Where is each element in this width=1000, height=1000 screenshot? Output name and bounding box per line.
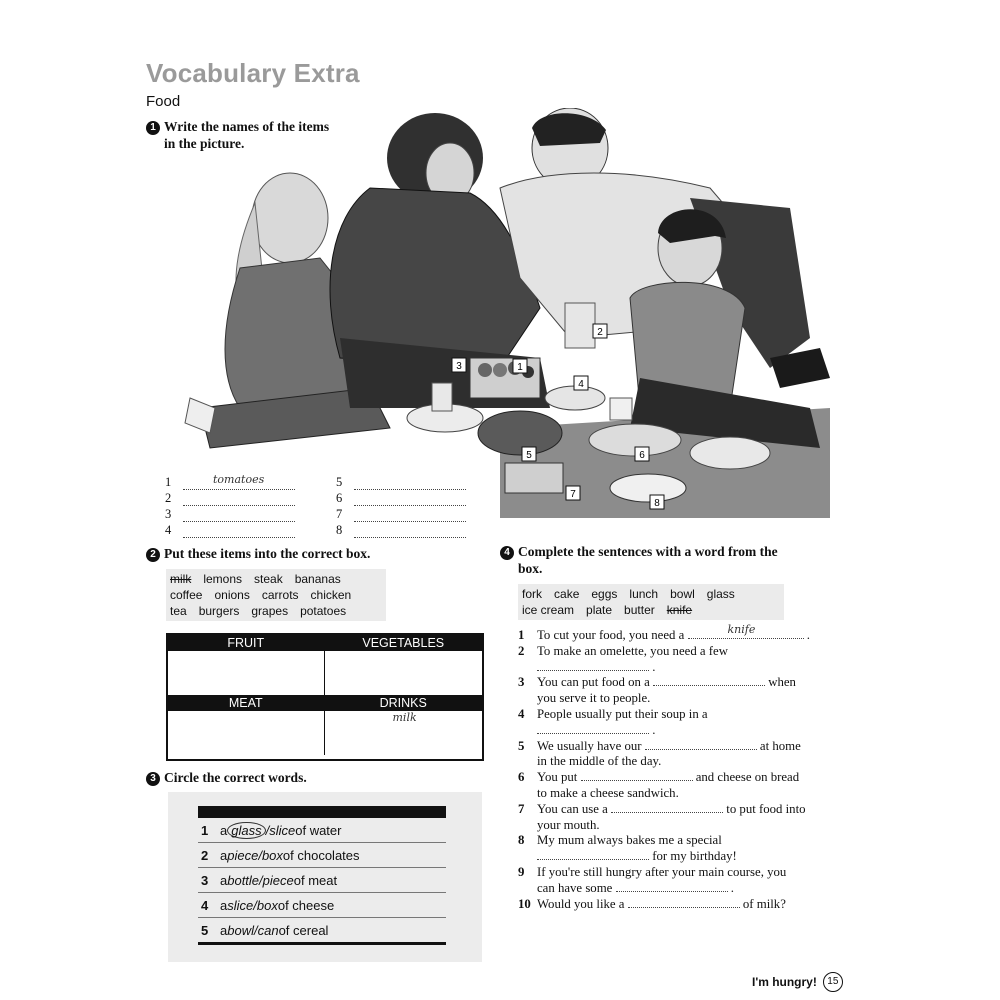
word: chicken [310,588,352,602]
page-title: Vocabulary Extra [146,58,360,88]
label-5: 5 [526,450,532,461]
ex2-word-box [166,569,386,621]
word: eggs [591,587,618,601]
answer-blank[interactable] [183,494,295,506]
answer-line: 8 [336,522,471,538]
word: butter [624,603,655,617]
answer-blank[interactable] [581,770,693,781]
handwritten-answer: tomatoes [213,473,265,486]
ex4-heading [500,543,830,577]
answer-line: 2 [165,490,300,506]
list-item: 1 a glass / slice of water [198,818,446,843]
sentence: 1 To cut your food, you need a knife . [518,623,810,642]
label-8: 8 [654,498,660,509]
ex2-instruction: Put these items into the correct box. [164,546,371,561]
word: carrots [261,588,299,602]
ex2-number-badge: 2 [146,548,160,562]
list-item: 2 a piece / box of chocolates [198,843,446,868]
word: lemons [203,572,243,586]
answer-blank[interactable] [183,510,295,522]
ex4-instruction-2: box. [518,561,543,576]
word: bananas [294,572,341,586]
ex4-word-box [518,584,784,620]
word: ice cream [522,603,575,617]
category-table [166,633,484,761]
word: glass [706,587,735,601]
answer-blank[interactable] [653,675,765,686]
answer-blank[interactable] [688,623,804,639]
sentence: 10 Would you like a of milk? [518,896,786,911]
word: tea [170,604,187,618]
word: potatoes [300,604,347,618]
label-3: 3 [456,361,462,372]
ex4-sentences [518,623,838,912]
handwritten-answer: knife [727,623,756,636]
option[interactable]: slice [269,822,296,838]
meat-header: MEAT [168,695,324,711]
drinks-header: DRINKS [325,695,483,711]
option[interactable]: can [257,922,279,938]
answer-line: 4 [165,522,300,538]
word: fork [522,587,543,601]
answer-line: 6 [336,490,471,506]
handwritten-answer: milk [392,711,417,724]
word: steak [254,572,283,586]
ex1-number-badge: 1 [146,121,160,135]
answer-blank[interactable] [628,897,740,908]
page-footer [752,972,843,992]
answer-blank[interactable] [354,478,466,490]
label-1: 1 [517,362,523,373]
word: lunch [629,587,659,601]
sentence: 2 To make an omelette, you need a few . [518,643,728,674]
drinks-cell[interactable] [325,711,483,755]
word: burgers [198,604,240,618]
meat-cell[interactable] [168,711,324,755]
answer-blank[interactable] [611,802,723,813]
vegetables-cell[interactable] [325,651,483,695]
list-item: 3 a bottle / piece of meat [198,868,446,893]
ex4-number-badge: 4 [500,546,514,560]
answer-blank[interactable] [183,473,295,490]
answer-line: 1 tomatoes [165,474,300,490]
page-subtitle: Food [146,93,181,110]
page-number: 15 [823,972,843,992]
answer-blank[interactable] [354,526,466,538]
label-7: 7 [570,489,576,500]
option[interactable]: piece [227,847,259,863]
fruit-cell[interactable] [168,651,324,695]
ex1-answers-right [336,474,471,538]
sentence: 5 We usually have our at home in the middle of the day. [518,738,801,769]
ex2-heading [146,545,370,562]
answer-line: 5 [336,474,471,490]
answer-blank[interactable] [183,526,295,538]
option[interactable]: slice [227,897,254,913]
word: knife [666,603,693,617]
label-2: 2 [597,327,603,338]
ex3-panel [168,792,482,962]
word: cake [554,587,580,601]
answer-blank[interactable] [645,739,757,750]
answer-blank[interactable] [354,494,466,506]
ex3-instruction: Circle the correct words. [164,770,307,785]
sentence: 4 People usually put their soup in a . [518,706,708,737]
answer-line: 7 [336,506,471,522]
list-item: 5 a bowl / can of cereal [198,918,446,945]
answer-blank[interactable] [354,510,466,522]
option[interactable]: box [261,847,283,863]
sentence: 7 You can use a to put food into your mouth. [518,801,806,832]
option[interactable]: bowl [227,922,254,938]
option[interactable]: box [256,897,278,913]
sentence: 8 My mum always bakes me a special for my birthday! [518,833,737,864]
list-item: 4 a slice / box of cheese [198,893,446,918]
word: plate [586,603,613,617]
word: coffee [170,588,203,602]
option[interactable]: bottle [227,872,260,888]
label-6: 6 [639,450,645,461]
answer-blank[interactable] [537,723,649,734]
ex1-answers-left [165,474,300,538]
ex1-instruction-2: in the picture. [164,136,245,151]
circled-option[interactable]: glass [227,822,265,839]
sentence: 6 You put and cheese on bread to make a cheese sandwich. [518,770,800,800]
answer-line: 3 [165,506,300,522]
answer-blank[interactable] [537,849,649,860]
ex3-header-bar [198,806,446,818]
label-4: 4 [578,379,584,390]
unit-title: I'm hungry! [752,975,817,989]
picnic-illustration [170,108,835,518]
option[interactable]: piece [262,872,294,888]
sentence: 9 If you're still hungry after your main course, you can have some . [518,864,787,895]
sentence: 3 You can put food on a when you serve it to people. [518,675,796,706]
ex3-number-badge: 3 [146,772,160,786]
word: bowl [670,587,695,601]
word: grapes [251,604,289,618]
fruit-header: FRUIT [168,635,324,651]
answer-blank[interactable] [537,660,649,671]
ex4-instruction-1: Complete the sentences with a word from the [518,544,778,559]
vegetables-header: VEGETABLES [325,635,483,651]
ex3-heading [146,769,307,786]
answer-blank[interactable] [616,881,728,892]
ex1-instruction-1: Write the names of the items [164,119,330,134]
word: milk [170,572,192,586]
word: onions [214,588,250,602]
